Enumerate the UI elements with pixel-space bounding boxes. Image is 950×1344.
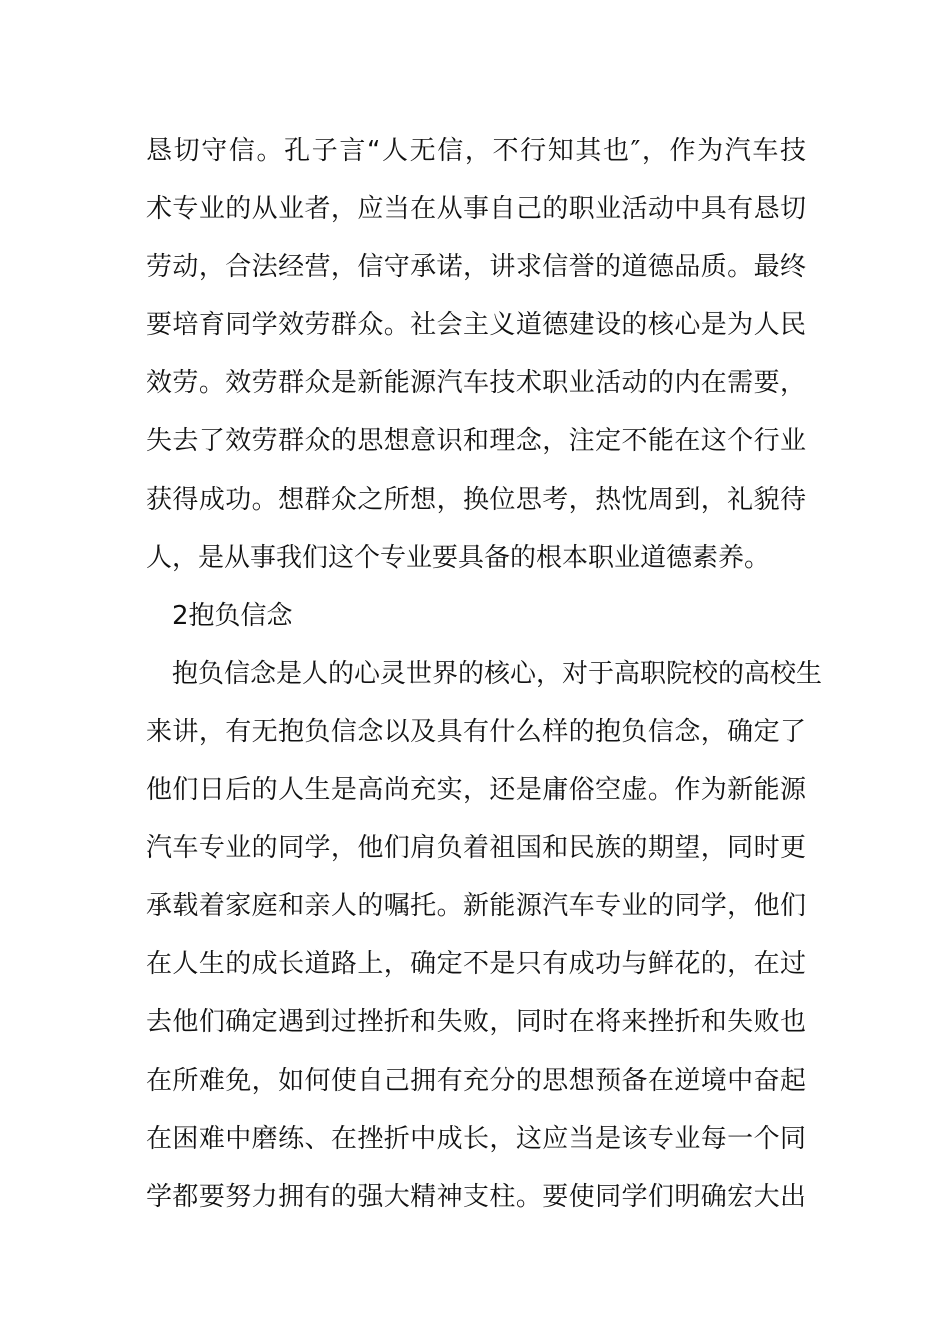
document-body — [146, 122, 823, 1226]
paragraph-ideals-beliefs — [146, 645, 823, 1226]
text-line: 学都要努力拥有的强大精神支柱。要使同学们明确宏大出 — [146, 1181, 806, 1212]
section-heading — [146, 587, 806, 645]
text-line: 劳动，合法经营，信守承诺，讲求信誉的道德品质。最终 — [146, 252, 806, 283]
text-line: 人，是从事我们这个专业要具备的根本职业道德素养。 — [146, 542, 771, 573]
text-line: 获得成功。想群众之所想，换位思考，热忱周到，礼貌待 — [146, 484, 806, 515]
text-line: 在困难中磨练、在挫折中成长，这应当是该专业每一个同 — [146, 1123, 806, 1154]
text-line: 在人生的成长道路上，确定不是只有成功与鲜花的，在过 — [146, 949, 806, 980]
text-line: 效劳。效劳群众是新能源汽车技术职业活动的内在需要， — [146, 368, 806, 399]
text-line: 来讲，有无抱负信念以及具有什么样的抱负信念，确定了 — [146, 716, 806, 747]
text-line: 失去了效劳群众的思想意识和理念，注定不能在这个行业 — [146, 426, 806, 457]
text-line: 承载着家庭和亲人的嘱托。新能源汽车专业的同学，他们 — [146, 891, 806, 922]
text-line: 去他们确定遇到过挫折和失败，同时在将来挫折和失败也 — [146, 1007, 806, 1038]
text-line: 抱负信念是人的心灵世界的核心，对于高职院校的高校生 — [172, 658, 823, 689]
text-line: 术专业的从业者，应当在从事自己的职业活动中具有恳切 — [146, 194, 806, 225]
text-line: 恳切守信。孔子言“人无信，不行知其也″，作为汽车技 — [146, 136, 806, 166]
paragraph-integrity-service — [146, 122, 806, 587]
section-heading-text: 2抱负信念 — [172, 600, 293, 631]
text-line: 他们日后的人生是高尚充实，还是庸俗空虚。作为新能源 — [146, 775, 806, 806]
text-line: 在所难免，如何使自己拥有充分的思想预备在逆境中奋起 — [146, 1065, 806, 1096]
text-line: 汽车专业的同学，他们肩负着祖国和民族的期望，同时更 — [146, 833, 806, 864]
text-line: 要培育同学效劳群众。社会主义道德建设的核心是为人民 — [146, 310, 806, 341]
